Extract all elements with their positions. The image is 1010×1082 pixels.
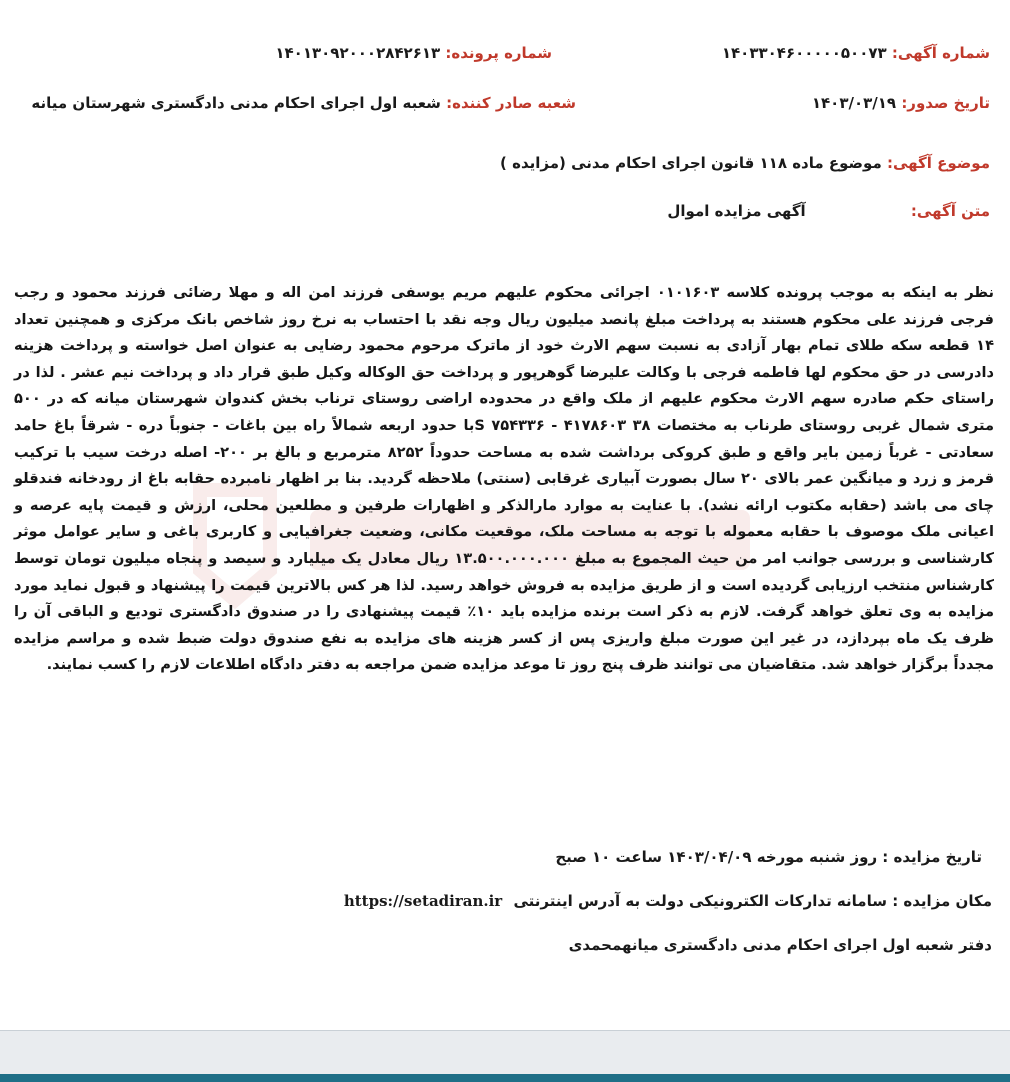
ad-number-label: شماره آگهی: <box>891 44 990 62</box>
issuer-label: شعبه صادر کننده: <box>446 94 576 112</box>
auction-url-link[interactable]: https://setadiran.ir <box>343 892 503 910</box>
auction-date: تاریخ مزایده : روز شنبه مورخه ۱۴۰۳/۰۴/۰۹ ساعت ۱۰ صبح <box>555 848 982 866</box>
subject-label: موضوع آگهی: <box>886 154 990 172</box>
subject-value: موضوع ماده ۱۱۸ قانون اجرای احکام مدنی (مزایده ) <box>500 154 882 172</box>
issue-date-value: ۱۴۰۳/۰۳/۱۹ <box>811 94 897 112</box>
bottom-bar <box>0 1030 1010 1082</box>
coordinates: S ۷۵۴۳۳۶ - ۴۱۷۸۶۰۳ <box>474 416 627 434</box>
ad-number-row <box>722 44 990 62</box>
auction-place: مکان مزایده : سامانه تدارکات الکترونیکی دولت به آدرس اینترنتی <box>513 892 992 910</box>
text-title: آگهی مزایده اموال <box>667 202 806 220</box>
issuer-value: شعبه اول اجرای احکام مدنی دادگستری شهرستان میانه <box>31 94 441 112</box>
issue-date-row <box>812 94 990 112</box>
case-number-value: ۱۴۰۱۳۰۹۲۰۰۰۲۸۴۲۶۱۳ <box>275 44 441 62</box>
notice-paragraph-part-2: با حدود اربعه شمالاً راه بین باغات - جنوباً دره - شرقاً باغ حامد سعادتی - غرباً زمین بایر واقع و طبق کروکی برداشت شده به مساحت حدوداً ۸۲۵۲ مترمربع و بالغ بر ۲۰۰- اصله درخت سیب با ترکیب قرمز و زرد و میانگین عمر بالای ۲۰ سال بصورت آبیاری غرقابی (سنتی) ملاحظه گردید. بنا بر اظهار نامبرده حقابه باغ از رودخانه فندقلو چای می باشد (حقابه مکتوب ارائه نشد). با عنایت به موارد مارالذکر و اظهارات طرفین و مطلعین محلی، ارزش و قیمت پایه عرصه و اعیانی ملک موصوف با حقابه معموله با توجه به مساحت ملک، موقعیت مکانی، وضعیت جغرافیایی و کاربری باغی و سایر عوامل موثر کارشناسی و بررسی جوانب امر من حیث المجموع به مبلغ ۱۳.۵۰۰.۰۰۰.۰۰۰ ریال معادل یک میلیارد و سیصد و پنجاه میلیون تومان توسط کارشناس منتخب ارزیابی گردیده است و از طریق مزایده به فروش خواهد رسید. لذا هر کس بالاترین قیمت را پیشنهاد و قبول نماید مورد مزایده به وی تعلق خواهد گرفت. لازم به ذکر است برنده مزایده باید ۱۰٪ قیمت پیشنهادی را در صندوق دادگستری تودیع و الباقی آن را ظرف یک ماه بپردازد، در غیر این صورت مبلغ واریزی پس از کسر هزینه های مزایده به نفع صندوق دولت ضبط شده و مراسم مزایده مجدداً برگزار خواهد شد. متقاضیان می توانند ظرف پنج روز تا موعد مزایده ضمن مراجعه به دفتر دادگاه اطلاعات لازم را کسب نمایند. <box>14 416 995 674</box>
case-number-row <box>275 44 552 62</box>
text-title-row <box>667 202 990 220</box>
issue-date-label: تاریخ صدور: <box>901 94 990 112</box>
subject-row <box>500 154 990 172</box>
office-signature: دفتر شعبه اول اجرای احکام مدنی دادگستری میانهمحمدی <box>568 936 992 954</box>
text-label: متن آگهی: <box>910 202 990 220</box>
notice-body <box>14 280 994 679</box>
notice-paragraph-part-1: نظر به اینکه به موجب پرونده کلاسه ۰۱۰۱۶۰۳ اجرائی محکوم علیهم مریم یوسفی فرزند امن اله و مهلا رضائی فرزند محمود و رجب فرجی فرزند علی محکوم هستند به پرداخت مبلغ پانصد میلیون ریال وجه نقد با احتساب به نرخ روز شاخص بانک مرکزی و همچنین تعداد ۱۴ قطعه سکه طلای تمام بهار آزادی به نسبت سهم الارث خود از ماترک مرحوم محمود رضایی به عنوان اصل خواسته و پرداخت هزینه دادرسی در حق محکوم لها فاطمه فرجی با وکالت علیرضا گوهرپور و پرداخت حق الوکاله وکیل طبق قرار داد و پرداخت نیم عشر . لذا در راستای حکم صادره سهم الارث محکوم علیهم از ملک واقع در محدوده اراضی روستای ترناب بخش کندوان شهرستان میانه که در ۵۰۰ متری شمال غربی روستای طرناب به مختصات ۳۸ <box>14 284 994 434</box>
case-number-label: شماره پرونده: <box>445 44 552 62</box>
ad-number-value: ۱۴۰۳۳۰۴۶۰۰۰۰۰۵۰۰۷۳ <box>721 44 887 62</box>
notice-paragraph <box>14 280 994 679</box>
auction-place-row <box>344 892 992 910</box>
issuer-row <box>31 94 576 112</box>
